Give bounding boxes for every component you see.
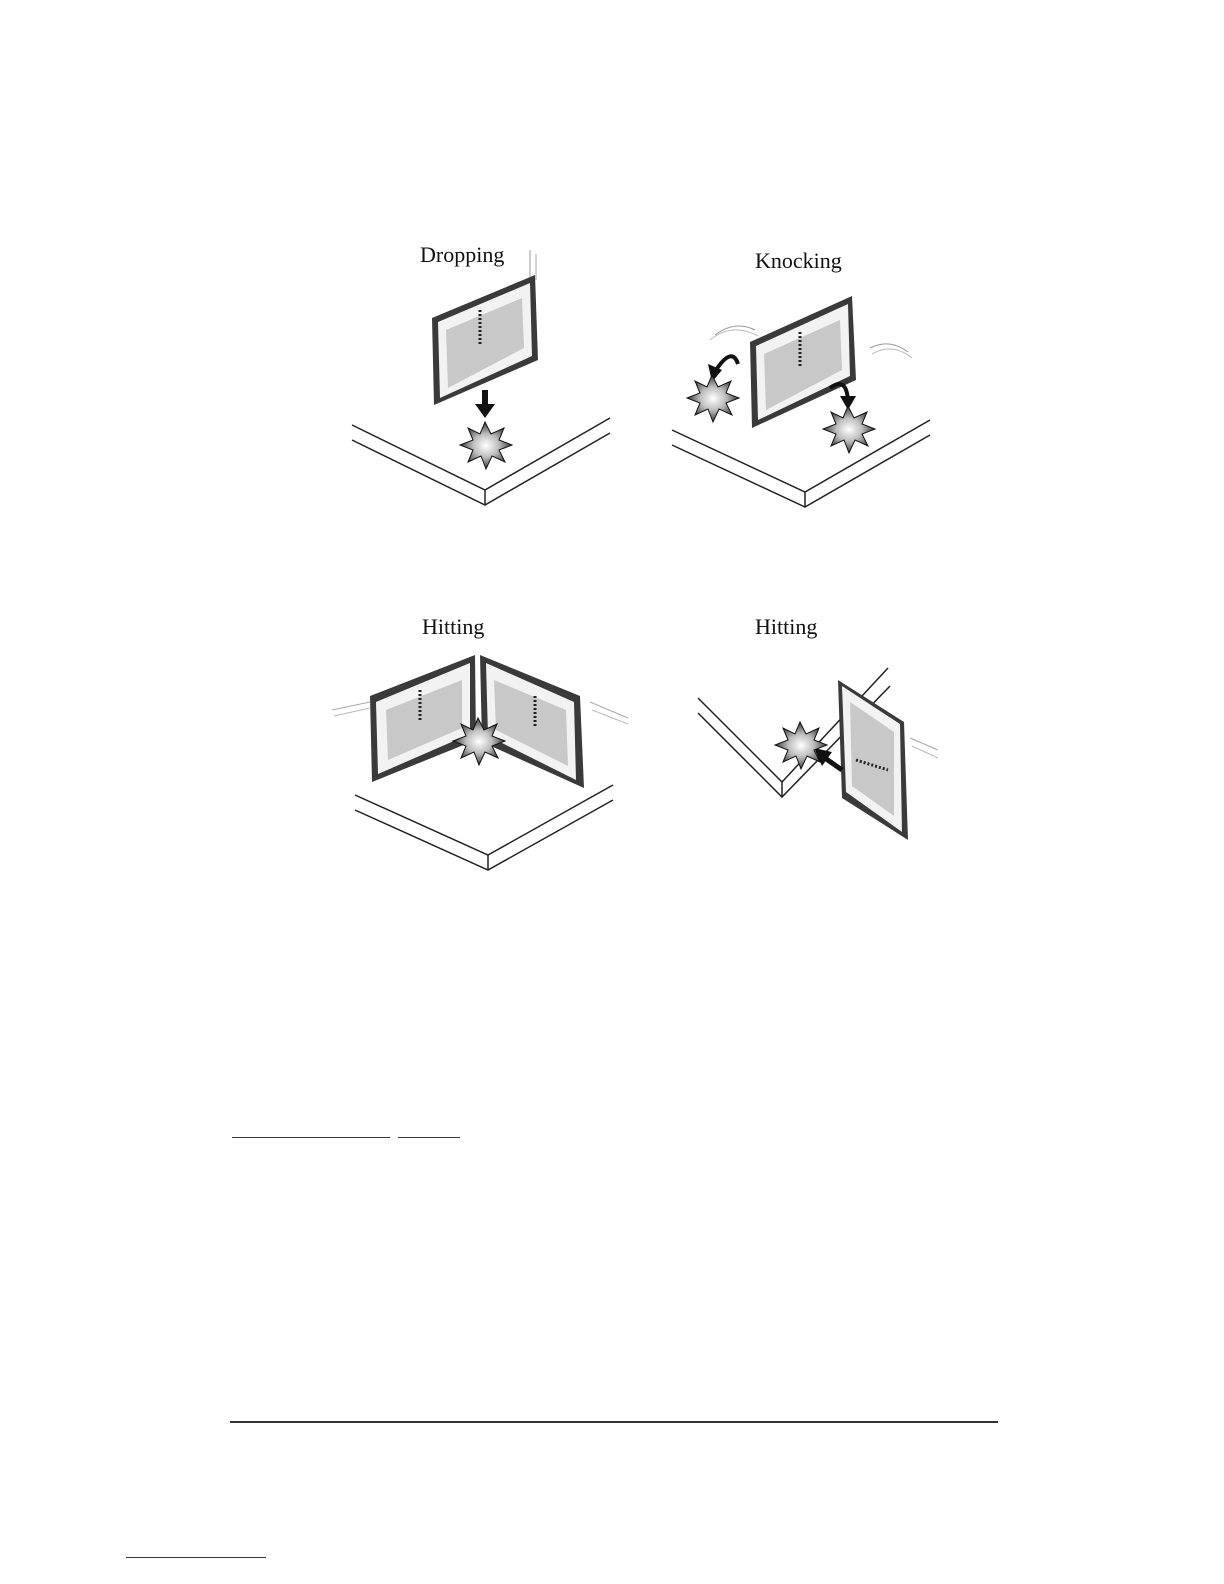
memory-card <box>370 655 476 782</box>
link[interactable] <box>398 1137 460 1138</box>
hitting-cards-illustration <box>330 610 630 890</box>
panel-knocking <box>660 240 950 520</box>
panel-caption: Knocking <box>755 248 842 273</box>
horizontal-rule <box>230 1421 998 1423</box>
hitting-edge-illustration <box>660 610 960 890</box>
memory-card <box>838 680 908 840</box>
table-surface <box>355 785 613 870</box>
memory-card <box>480 655 584 788</box>
memory-card <box>750 296 856 428</box>
curved-arrow-icon <box>716 356 738 370</box>
table-surface <box>672 420 930 507</box>
link[interactable] <box>232 1137 390 1138</box>
panel-caption: Hitting <box>422 614 485 639</box>
panel-dropping <box>340 240 630 520</box>
impact-burst-icon <box>823 406 875 453</box>
panel-hitting-edge <box>660 610 960 890</box>
panel-caption: Dropping <box>420 242 505 267</box>
impact-burst-icon <box>775 722 827 769</box>
impact-burst-icon <box>687 375 739 422</box>
panel-caption: Hitting <box>755 614 818 639</box>
dropping-illustration <box>340 240 630 520</box>
footer-link[interactable] <box>126 1557 266 1558</box>
impact-burst-icon <box>460 422 512 469</box>
knocking-illustration <box>660 240 950 520</box>
down-arrow-icon <box>475 390 495 418</box>
panel-hitting-cards <box>330 610 630 890</box>
memory-card <box>432 275 538 405</box>
